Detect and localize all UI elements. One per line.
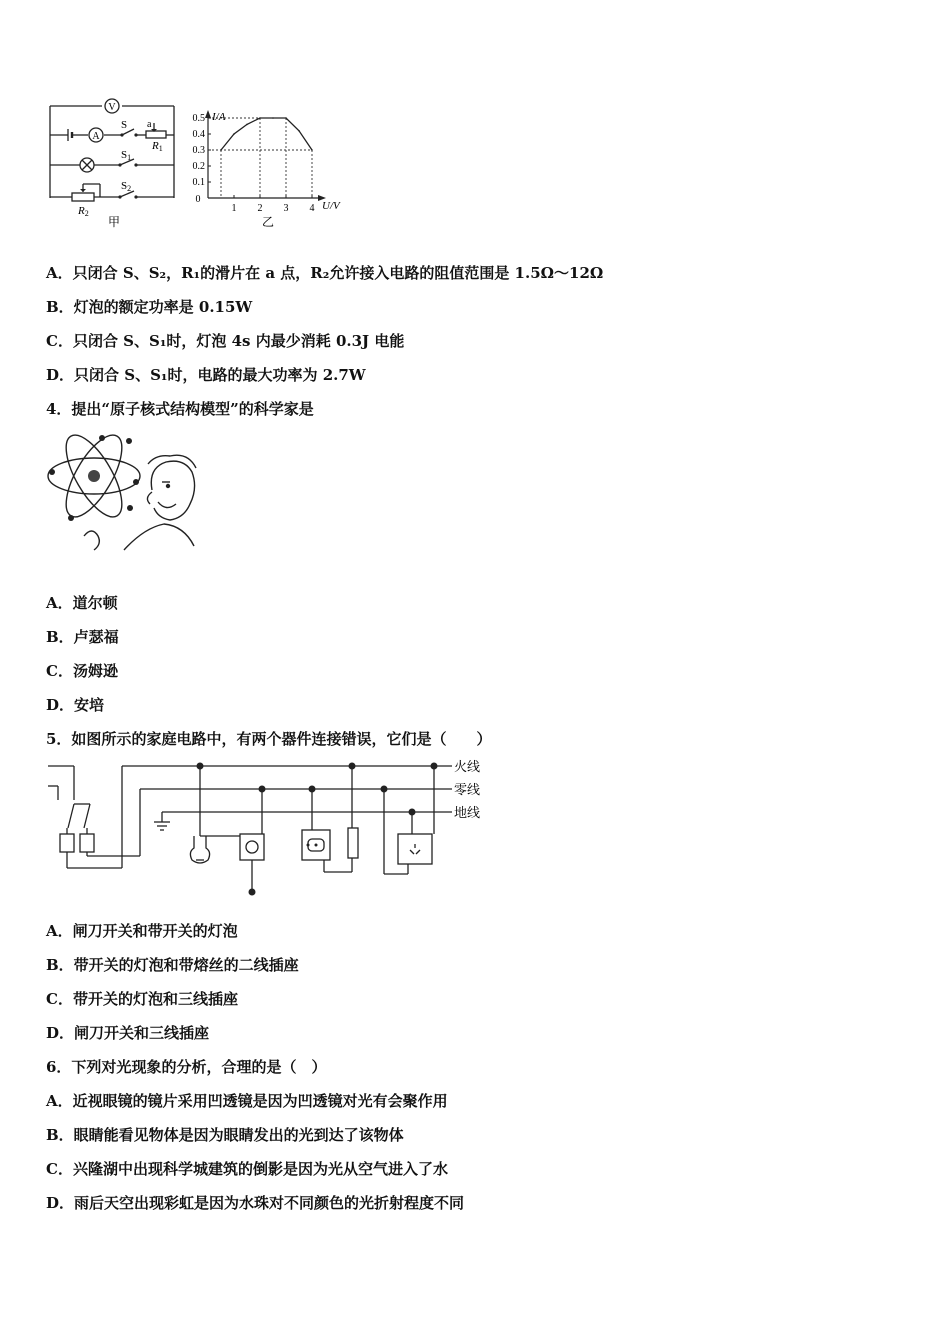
battery-icon bbox=[68, 129, 72, 141]
x-tick-label: 1 bbox=[231, 203, 237, 214]
scientist-portrait-icon bbox=[84, 455, 196, 550]
q6-option-d: D．雨后天空出现彩虹是因为水珠对不同颜色的光折射程度不同 bbox=[46, 1194, 465, 1212]
rutherford-atom-illustration bbox=[44, 428, 200, 552]
y-tick-label: 0.1 bbox=[192, 177, 205, 188]
circuit-diagram-jia bbox=[44, 98, 184, 230]
q5-stem: 5．如图所示的家庭电路中，有两个器件连接错误，它们是（ ） bbox=[46, 730, 492, 748]
y-tick-label: 0.2 bbox=[192, 161, 205, 172]
neutral-wire-label: 零线 bbox=[454, 782, 481, 797]
lamp-icon bbox=[80, 158, 94, 172]
q6-option-c: C．兴隆湖中出现科学城建筑的倒影是因为光从空气进入了水 bbox=[46, 1160, 448, 1178]
nucleus-icon bbox=[88, 470, 100, 482]
q4-option-a: A．道尔顿 bbox=[46, 594, 118, 612]
q4-option-c: C．汤姆逊 bbox=[46, 662, 118, 680]
ground-wire-label: 地线 bbox=[454, 805, 481, 820]
x-axis-label: U/V bbox=[322, 200, 340, 212]
r1-label: R1 bbox=[152, 140, 163, 153]
x-tick-label: 0 bbox=[195, 194, 201, 205]
data-point bbox=[233, 133, 235, 135]
q5-option-d: D．闸刀开关和三线插座 bbox=[46, 1024, 210, 1042]
y-tick-label: 0.4 bbox=[192, 129, 205, 140]
data-point bbox=[246, 124, 248, 126]
svg-text:A: A bbox=[92, 131, 100, 142]
q4-option-d: D．安培 bbox=[46, 696, 105, 714]
q6-option-b: B．眼睛能看见物体是因为眼睛发出的光到达了该物体 bbox=[46, 1126, 404, 1144]
household-circuit-diagram bbox=[44, 756, 492, 902]
q4-option-b: B．卢瑟福 bbox=[46, 628, 119, 646]
switch-s-label: S bbox=[121, 119, 128, 131]
point-a-label: a bbox=[147, 119, 152, 130]
q3-option-a: A．只闭合 S、S₂，R₁的滑片在 a 点，R₂允许接入电路的阻值范围是 1.5Ω～12Ω bbox=[46, 264, 604, 282]
live-wire-label: 火线 bbox=[454, 759, 481, 774]
q5-option-b: B．带开关的灯泡和带熔丝的二线插座 bbox=[46, 956, 299, 974]
q4-stem: 4．提出“原子核式结构模型”的科学家是 bbox=[46, 400, 314, 418]
y-tick-label: 0.3 bbox=[192, 145, 205, 156]
x-tick-label: 4 bbox=[309, 203, 315, 214]
y-axis-label: I/A bbox=[212, 111, 226, 123]
q3-option-c: C．只闭合 S、S₁时，灯泡 4s 内最少消耗 0.3J 电能 bbox=[46, 332, 405, 350]
data-point bbox=[285, 117, 287, 119]
voltmeter-icon bbox=[105, 99, 119, 113]
data-point bbox=[272, 117, 274, 119]
q3-option-b: B．灯泡的额定功率是 0.15W bbox=[46, 298, 253, 316]
y-tick-label: 0.5 bbox=[192, 113, 205, 124]
data-point bbox=[298, 130, 300, 132]
r2-label: R2 bbox=[78, 205, 89, 218]
data-point bbox=[259, 117, 261, 119]
data-point bbox=[220, 149, 222, 151]
iu-graph-yi bbox=[184, 106, 354, 232]
figure-yi-caption: 乙 bbox=[262, 215, 275, 229]
q6-option-a: A．近视眼镜的镜片采用凹透镜是因为凹透镜对光有会聚作用 bbox=[46, 1092, 448, 1110]
q5-option-a: A．闸刀开关和带开关的灯泡 bbox=[46, 922, 238, 940]
q6-stem: 6．下列对光现象的分析，合理的是（ ） bbox=[46, 1058, 327, 1076]
data-point bbox=[311, 149, 313, 151]
q5-option-c: C．带开关的灯泡和三线插座 bbox=[46, 990, 238, 1008]
switch-s1-label: S1 bbox=[121, 149, 132, 162]
x-tick-label: 2 bbox=[257, 203, 263, 214]
svg-text:V: V bbox=[108, 102, 116, 113]
ammeter-icon bbox=[89, 128, 103, 142]
x-tick-label: 3 bbox=[283, 203, 289, 214]
switch-s2-label: S2 bbox=[121, 180, 132, 193]
figure-jia-caption: 甲 bbox=[108, 215, 121, 229]
q3-option-d: D．只闭合 S、S₁时，电路的最大功率为 2.7W bbox=[46, 366, 366, 384]
